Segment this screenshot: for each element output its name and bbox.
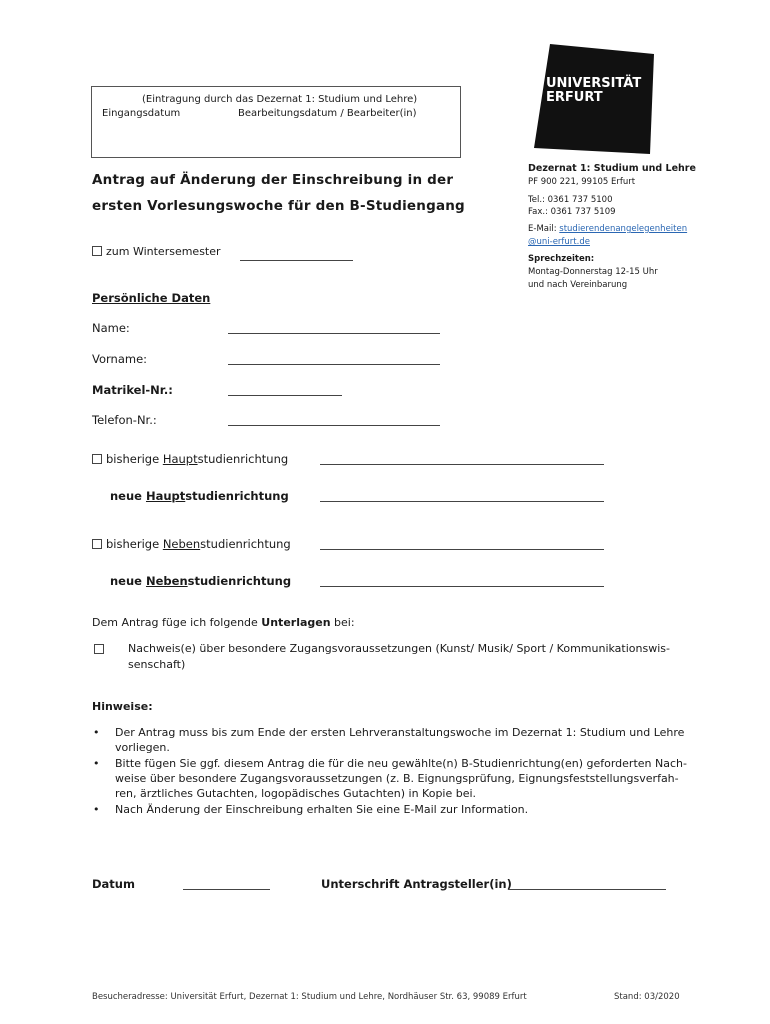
email-label: E-Mail: <box>528 224 560 234</box>
date-input-line[interactable] <box>183 889 270 890</box>
signature-label: Unterschrift Antragsteller(in) <box>321 877 512 891</box>
new-minor-major-input-line[interactable] <box>320 586 604 587</box>
personal-data-heading: Persönliche Daten <box>92 291 211 305</box>
footer-address: Besucheradresse: Universität Erfurt, Dezernat 1: Studium und Lehre, Nordhäuser Str. 63, 99089 Erfurt <box>92 992 527 1002</box>
phone-input-line[interactable] <box>228 425 440 426</box>
new-main-underlined: Haupt <box>145 489 186 503</box>
prev-minor-prefix: bisherige <box>106 537 163 551</box>
name-input-line[interactable] <box>228 333 440 334</box>
office-hours-title: Sprechzeiten: <box>528 254 595 264</box>
contact-tel: Tel.: 0361 737 5100 <box>528 195 613 205</box>
registration-note: (Eintragung durch das Dezernat 1: Studium und Lehre) <box>142 94 418 105</box>
semester-input-line[interactable] <box>240 260 353 261</box>
contact-po-box: PF 900 221, 99105 Erfurt <box>528 177 636 187</box>
notes-heading: Hinweise: <box>92 700 153 713</box>
documents-intro-suffix: bei: <box>330 616 355 629</box>
documents-intro-prefix: Dem Antrag füge ich folgende <box>92 616 262 629</box>
prev-main-major-checkbox[interactable] <box>92 454 102 464</box>
prev-minor-major-row <box>92 537 291 551</box>
new-minor-suffix: studienrichtung <box>187 574 292 588</box>
office-hours-1: Montag-Donnerstag 12-15 Uhr <box>528 267 658 277</box>
semester-row <box>92 245 221 258</box>
semester-checkbox[interactable] <box>92 246 102 256</box>
name-label: Name: <box>92 321 130 335</box>
processing-label: Bearbeitungsdatum / Bearbeiter(in) <box>238 108 417 119</box>
registration-box <box>91 86 461 158</box>
new-main-major-label <box>110 489 289 503</box>
footer-version: Stand: 03/2020 <box>614 992 680 1002</box>
email-link-part1[interactable]: studierendenangelegenheiten <box>559 224 688 234</box>
documents-intro-bold: Unterlagen <box>261 616 331 629</box>
new-minor-prefix: neue <box>110 574 146 588</box>
first-name-label: Vorname: <box>92 352 148 366</box>
email-link-part2[interactable]: @uni-erfurt.de <box>528 237 590 247</box>
note-item: • Der Antrag muss bis zum Ende der ersten Lehrveranstaltungswoche im Dezernat 1: Studium und Lehre vorliegen. <box>91 725 691 755</box>
matriculation-label: Matrikel-Nr.: <box>92 383 173 397</box>
prev-main-major-row <box>92 452 288 466</box>
new-main-prefix: neue <box>110 489 146 503</box>
prev-main-prefix: bisherige <box>106 452 163 466</box>
prev-main-underlined: Haupt <box>162 452 198 466</box>
matriculation-input-line[interactable] <box>228 395 342 396</box>
documents-intro <box>92 616 355 629</box>
form-title-line1: Antrag auf Änderung der Einschreibung in der <box>92 172 454 188</box>
office-hours-2: und nach Vereinbarung <box>528 280 628 290</box>
prev-minor-underlined: Neben <box>162 537 201 551</box>
contact-email <box>528 224 687 235</box>
prev-minor-suffix: studienrichtung <box>200 537 291 551</box>
form-title-line2: ersten Vorlesungswoche für den B-Studiengang <box>92 198 465 214</box>
new-main-major-input-line[interactable] <box>320 501 604 502</box>
date-label: Datum <box>92 877 135 891</box>
signature-input-line[interactable] <box>508 889 666 890</box>
logo-line2: ERFURT <box>546 90 603 105</box>
documents-checkbox[interactable] <box>94 644 104 654</box>
entry-date-label: Eingangsdatum <box>102 108 181 119</box>
note-item: • Nach Änderung der Einschreibung erhalten Sie eine E-Mail zur Information. <box>91 802 691 817</box>
contact-email-domain <box>528 237 590 248</box>
semester-label: zum Wintersemester <box>106 245 221 258</box>
prev-main-major-input-line[interactable] <box>320 464 604 465</box>
first-name-input-line[interactable] <box>228 364 440 365</box>
contact-fax: Fax.: 0361 737 5109 <box>528 207 616 217</box>
phone-label: Telefon-Nr.: <box>92 413 157 427</box>
documents-item-line2: senschaft) <box>128 658 186 671</box>
university-logo <box>534 44 654 154</box>
new-main-suffix: studienrichtung <box>185 489 289 503</box>
prev-main-suffix: studienrichtung <box>197 452 289 466</box>
prev-minor-major-input-line[interactable] <box>320 549 604 550</box>
prev-minor-major-checkbox[interactable] <box>92 539 102 549</box>
note-item: • Bitte fügen Sie ggf. diesem Antrag die für die neu gewählte(n) B-Studienrichtung(en) geforderten Nach-weise über besondere Zugangsvoraussetzungen (z. B. Eignungsprüfung, Eignungsfeststellungsverfah-ren, ärztliches Gutachten, logopädisches Gutachten) in Kopie bei. <box>91 756 691 801</box>
documents-item-line1: Nachweis(e) über besondere Zugangsvoraussetzungen (Kunst/ Musik/ Sport / Kommunikationswis- <box>128 642 670 655</box>
new-minor-major-label <box>110 574 291 588</box>
notes-list <box>91 725 691 818</box>
contact-office: Dezernat 1: Studium und Lehre <box>528 163 696 174</box>
new-minor-underlined: Neben <box>145 574 188 588</box>
logo-line1: UNIVERSITÄT <box>546 76 642 91</box>
